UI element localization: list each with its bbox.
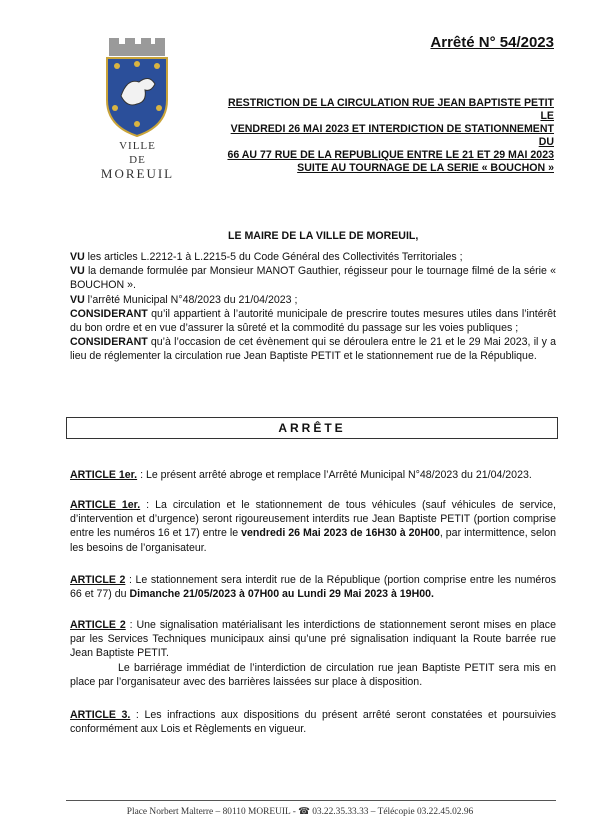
article-stationnement: ARTICLE 2 : Le stationnement sera interdit rue de la République (portion comprise entre les numéros 66 et 77) du Dimanche 21/05/2023 à 07H00 au Lundi 29 Mai 2023 à 19H00. — [70, 574, 556, 601]
logo-text-moreuil: MOREUIL — [100, 166, 175, 181]
crown-icon — [109, 38, 165, 56]
section-title-arrete: ARRÊTE — [66, 417, 558, 439]
article-signalisation: ARTICLE 2 : Une signalisation matérialisant les interdictions de stationnement seront mises en place par les Services Techniques municipaux ainsi qu’une pré signalisation indiquant la Route barrée rue Jean Baptiste PETIT. Le barriérage immédiat de l’interdiction de circulation rue jean Baptiste PETIT sera mis en place par l’organisateur avec des barrières laissées sur place à disposition. — [70, 619, 556, 688]
article-label: ARTICLE 1er. — [70, 469, 138, 481]
article-infractions: ARTICLE 3. : Les infractions aux dispositions du présent arrêté seront constatées et poursuivies conformément aux Lois et Règlements en vigueur. — [70, 709, 556, 736]
title-line: VENDREDI 26 MAI 2023 ET INTERDICTION DE STATIONNEMENT DU — [230, 123, 554, 148]
article-label: ARTICLE 1er. — [70, 499, 141, 511]
preamble-item: VU la demande formulée par Monsieur MANOT Gauthier, régisseur pour le tournage filmé de la série « BOUCHON ». — [70, 265, 556, 292]
moreuil-coat-of-arms-logo — [97, 38, 177, 138]
title-line: SUITE AU TOURNAGE DE LA SERIE « BOUCHON » — [297, 162, 554, 174]
preamble-item: CONSIDERANT qu’il appartient à l’autorité municipale de prescrire toutes mesures utiles dans l’intérêt du bon ordre et en vue d’assurer la sûreté et la commodité du passage sur les voies publiques ; — [70, 307, 556, 335]
footer-address: Place Norbert Malterre – 80110 MOREUIL - ☎ 03.22.35.33.33 – Télécopie 03.22.45.02.96 — [126, 807, 474, 817]
article-circulation: ARTICLE 1er. : La circulation et le stationnement de tous véhicules (sauf véhicules de service, d’intervention et d’urgence) seront rigoureusement interdits rue Jean Baptiste PETIT (portion comprise entre les numéros 16 et 17) entre le vendredi 26 Mai 2023 de 16H30 à 20H00, par intermittence, selon les besoins de l’organisateur. — [70, 499, 556, 554]
preamble-item: VU les articles L.2212-1 à L.2215-5 du Code Général des Collectivités Territoriales ; — [70, 251, 463, 263]
title-line: 66 AU 77 RUE DE LA REPUBLIQUE ENTRE LE 21 ET 29 MAI 2023 — [227, 149, 554, 161]
title-line: RESTRICTION DE LA CIRCULATION RUE JEAN BAPTISTE PETIT LE — [227, 97, 554, 122]
preamble-item: CONSIDERANT qu’à l’occasion de cet évènement qui se déroulera entre le 21 et le 29 Mai 2023, il y a lieu de réglementer la circulation rue Jean Baptiste PETIT et le stationnement rue de la République. — [70, 336, 556, 363]
preamble-item: VU l’arrêté Municipal N°48/2023 du 21/04/2023 ; — [70, 293, 298, 306]
article-label: ARTICLE 3. — [70, 709, 131, 721]
logo-text-ville: VILLE — [119, 140, 156, 152]
document-title — [224, 97, 554, 175]
article-abrogation: ARTICLE 1er. : Le présent arrêté abroge et remplace l’Arrêté Municipal N°48/2023 du 21/04/2023. — [70, 469, 532, 481]
article-label: ARTICLE 2 — [70, 574, 126, 586]
article-label: ARTICLE 2 — [70, 619, 126, 631]
maire-heading: LE MAIRE DE LA VILLE DE MOREUIL, — [228, 230, 419, 242]
preamble — [70, 250, 556, 364]
footer-divider — [66, 800, 556, 801]
logo-text-de: DE — [129, 154, 146, 166]
arrete-number: Arrêté N° 54/2023 — [430, 34, 554, 51]
